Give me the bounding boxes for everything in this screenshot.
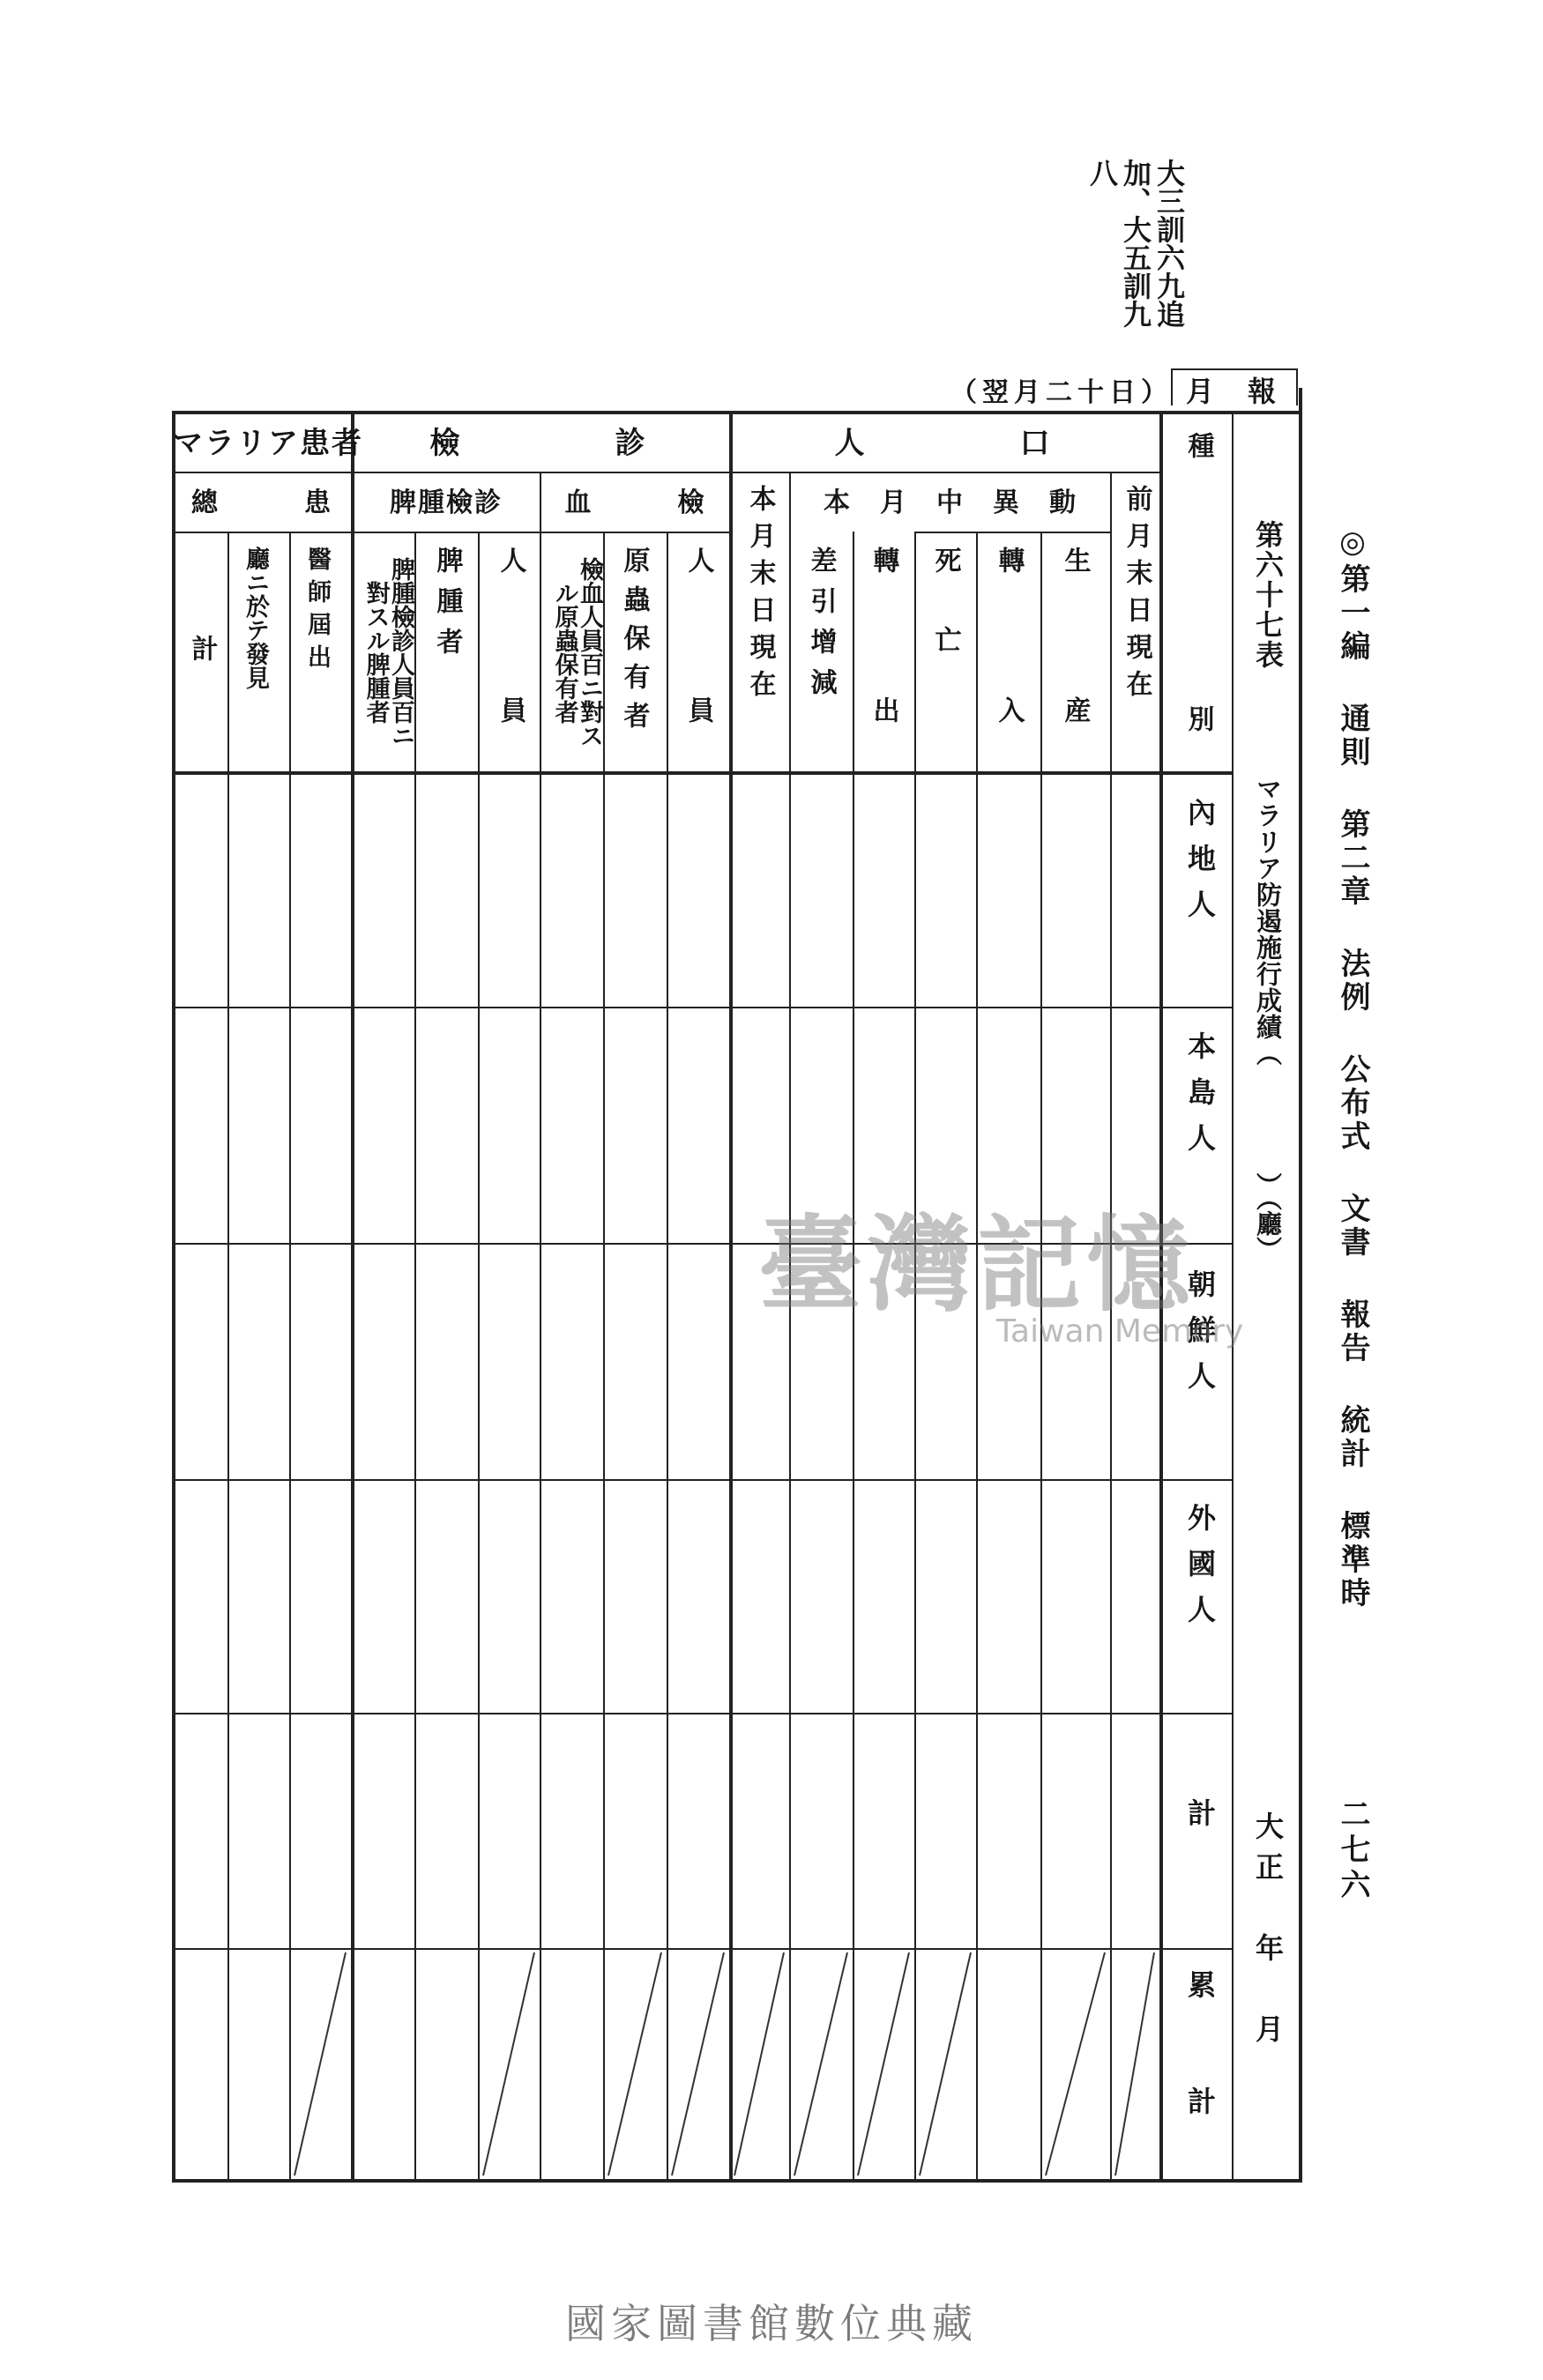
- subgroup-header-blood: 血 檢: [564, 487, 706, 518]
- subgroup-header-patient-total: 總 患: [191, 487, 332, 518]
- page-number: 二七六: [1335, 1798, 1370, 1904]
- col-header-move-in: 轉入: [993, 547, 1025, 846]
- strike-line-3: [608, 1952, 661, 2175]
- group-header-patients: マラリア患者: [173, 426, 363, 461]
- strike-line-10: [1115, 1952, 1154, 2175]
- row-label-chosen: 朝鮮人: [1183, 1269, 1217, 1407]
- col-header-move-out: 轉出: [868, 547, 899, 846]
- table-number: 第六十七表: [1251, 520, 1285, 670]
- chapter-heading-text: 第一編 通則 第二章 法例 公布式 文書 報告 統計 標準時: [1335, 563, 1370, 1610]
- watermark-logo: 臺灣記憶: [758, 1203, 1196, 1326]
- amendment-line-1: 大三訓六九追: [1152, 159, 1186, 328]
- row-label-naichi: 內地人: [1183, 798, 1217, 935]
- row-label-total: 計: [1183, 1798, 1217, 1844]
- watermark-subtitle: Taiwan Memory: [996, 1313, 1244, 1350]
- strike-line-2: [483, 1952, 534, 2175]
- strike-line-9: [1046, 1952, 1105, 2175]
- col-header-doctor-report: 醫師屆出: [303, 547, 332, 677]
- table-title-close: ）（廳）: [1253, 1172, 1283, 1262]
- strike-line-4: [672, 1952, 724, 2175]
- strike-line-6: [794, 1952, 847, 2175]
- bullseye-icon: ◎: [1335, 524, 1370, 563]
- row-label-gaikoku: 外國人: [1183, 1503, 1217, 1640]
- footer-collection-credit: 國家圖書館數位典藏: [565, 2300, 978, 2347]
- report-type: 月報: [1186, 375, 1310, 408]
- col-header-parasite-ratio: 檢血人員百ニ對スル原蟲保有者: [550, 557, 603, 747]
- subgroup-header-spleen: 脾腫檢診: [390, 487, 503, 518]
- col-header-spleen-persons: 人員: [495, 547, 526, 846]
- strike-line-7: [858, 1952, 909, 2175]
- col-header-spleen-cases: 脾腫者: [431, 547, 463, 668]
- amendment-line-3: 八: [1085, 159, 1119, 187]
- col-header-parasite-carriers: 原蟲保有者: [618, 547, 650, 740]
- strike-line-1: [294, 1952, 346, 2175]
- col-header-birth: 生産: [1059, 547, 1091, 846]
- group-header-population: 人 口: [834, 426, 1057, 461]
- col-header-net-change: 差引增減: [805, 547, 837, 709]
- col-header-death: 死亡: [929, 547, 961, 705]
- row-label-cumulative: 累計: [1183, 1970, 1217, 2203]
- col-header-total: 計: [186, 635, 218, 661]
- row-header-bottom: 別: [1182, 705, 1214, 732]
- group-header-exam: 檢 診: [429, 426, 652, 461]
- col-header-blood-persons: 人員: [682, 547, 714, 846]
- col-header-month-end: 本月末日現在: [744, 485, 776, 707]
- strike-line-5: [734, 1952, 784, 2175]
- col-header-prev-month: 前月末日現在: [1121, 485, 1152, 707]
- col-header-found-by-office: 廳ニ於テ發見: [242, 547, 270, 689]
- table-title: マラリア防遏施行成績（: [1253, 776, 1283, 1067]
- row-header-top: 種: [1182, 432, 1214, 458]
- subgroup-header-change: 本 月 中 異 動: [824, 487, 1077, 518]
- strike-line-8: [920, 1952, 971, 2175]
- era-label: 大正 年 月: [1251, 1811, 1285, 2055]
- amendment-line-2: 加、大五訓九: [1119, 159, 1152, 328]
- row-label-hontou: 本島人: [1183, 1031, 1217, 1169]
- report-deadline: （翌月二十日）: [950, 377, 1173, 408]
- col-header-spleen-ratio: 脾腫檢診人員百ニ對スル脾腫者: [362, 557, 414, 747]
